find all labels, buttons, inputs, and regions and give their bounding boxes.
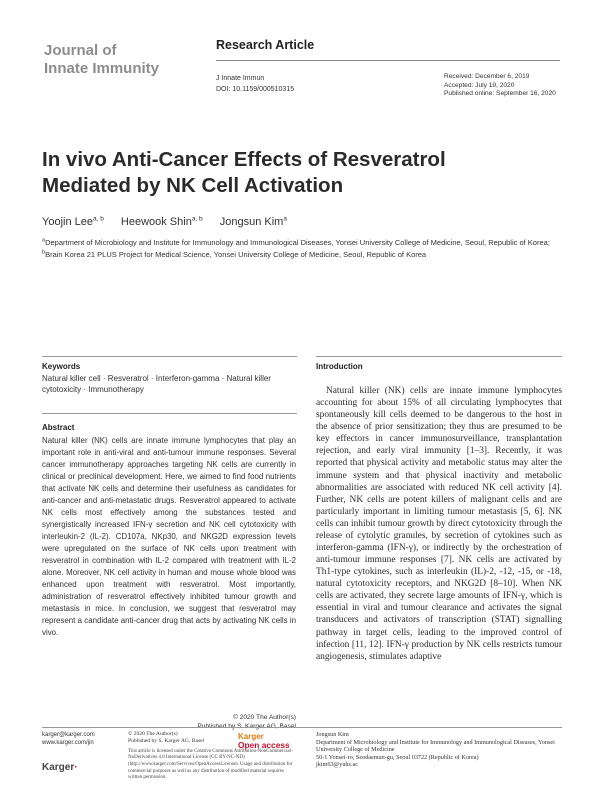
doi-link[interactable]: DOI: 10.1159/000510315 bbox=[216, 86, 295, 93]
journal-name bbox=[44, 42, 194, 78]
affiliation-b: Brain Korea 21 PLUS Project for Medical Science, Yonsei University College of Medicine, Seoul, Republic of Korea bbox=[45, 249, 427, 259]
keywords-top-rule bbox=[42, 356, 297, 357]
license-text: This article is licensed under the Creative Commons Attribution-NonCommercial-NoDerivatives 4.0 International License (CC BY-NC-ND) (http://www.karger.com/Services/OpenAccessLicense). Usage and distribution for commercial purposes as well as any distribution of modified material requires written permission. bbox=[128, 748, 293, 781]
corresponding-name: Jongsun Kim bbox=[316, 731, 349, 738]
published-date: Published online: September 16, 2020 bbox=[444, 90, 556, 97]
affiliation-mark-a: a bbox=[42, 237, 46, 244]
corresponding-email[interactable]: jkim63@yuhs.ac bbox=[316, 761, 358, 769]
open-access-label: Open access bbox=[238, 740, 290, 750]
abstract-copyright bbox=[150, 713, 296, 731]
keywords-heading: Keywords bbox=[42, 362, 81, 371]
author-name: Heewook Shin bbox=[120, 216, 192, 228]
footer-copyright: © 2020 The Author(s) bbox=[128, 731, 178, 737]
karger-logo-dot: · bbox=[74, 762, 78, 773]
footer-divider bbox=[42, 727, 562, 728]
abstract-text: Natural killer (NK) cells are innate immune lymphocytes that play an important role in anti-viral and anti-tumour immune responses. Several cancer immunotherapy approaches targeting NK cells are currently in clinical or preclinical development. Here, we aimed to find food nutrients that activate NK cells and determine their usefulness as candidates for anti-cancer and anti-metastatic drugs. Resveratrol appeared to activate NK cells most effectively among the substances tested and synergistically increased IFN-γ secretion and NK cell cytotoxicity with interleukin-2 (IL-2). CD107a, NKp30, and NKG2D expression levels were upregulated on the surface of NK cells upon treatment with resveratrol in combination with IL-2 compared with treatment with IL-2 alone. Moreover, NK cell activity in human and mouse whole blood was enhanced upon treatment with resveratrol. Most importantly, administration of resveratrol effectively inhibited tumour growth and metastasis in mice. In conclusion, we suggest that resveratrol may represent a candidate anti-cancer drug that acts by activating NK cells in vivo. bbox=[42, 436, 296, 637]
affiliation-mark-b: b bbox=[42, 249, 46, 255]
author-affiliation-mark: a, b bbox=[191, 215, 203, 223]
title-line2: Mediated by NK Cell Activation bbox=[42, 174, 344, 197]
title-line1: In vivo Anti-Cancer Effects of Resveratrol bbox=[42, 148, 446, 171]
article-type: Research Article bbox=[216, 38, 315, 52]
abstract-copyright-line: © 2020 The Author(s) bbox=[232, 714, 296, 721]
open-access-brand: Karger bbox=[238, 732, 264, 741]
journal-name-line2: Innate Immunity bbox=[44, 60, 160, 77]
publisher-email[interactable]: karger@karger.com bbox=[42, 732, 95, 738]
open-access-badge bbox=[238, 733, 290, 750]
footer-publisher: Published by S. Karger AG, Basel bbox=[128, 738, 205, 745]
author bbox=[42, 216, 104, 228]
received-date: Received: December 6, 2019 bbox=[444, 73, 530, 80]
corresponding-address: 50-1 Yonsei-ro, Seodaemun-gu, Seoul 03722 (Republic of Korea) bbox=[316, 753, 479, 761]
keywords-list: Natural killer cell · Resveratrol · Interferon-gamma · Natural killer cytotoxicity · Immunotherapy bbox=[42, 374, 271, 394]
journal-citation: J Innate Immun bbox=[216, 75, 265, 82]
karger-logo-text: Karger bbox=[42, 762, 75, 773]
abstract-heading: Abstract bbox=[42, 423, 75, 432]
author-affiliation-mark: a, b bbox=[92, 215, 104, 223]
author bbox=[121, 216, 203, 228]
author-name: Jongsun Kim bbox=[219, 216, 284, 228]
citation-block bbox=[216, 73, 294, 95]
publisher-website[interactable]: www.karger.com/jin bbox=[42, 740, 94, 746]
introduction-heading: Introduction bbox=[316, 362, 363, 371]
affiliation-a: Department of Microbiology and Institute for Immunology and Immunological Diseases, Yonsei University College of Medicine, Seoul, Republic of Korea; bbox=[45, 238, 550, 247]
introduction-top-rule bbox=[316, 356, 562, 357]
karger-logo bbox=[42, 762, 78, 773]
publication-dates bbox=[444, 73, 556, 99]
accepted-date: Accepted: July 19, 2020 bbox=[444, 81, 515, 89]
introduction-text: Natural killer (NK) cells are innate immune lymphocytes accounting for about 15% of all circulating lymphocytes that spontaneously kill cells deemed to be dangerous to the host in the absence of prior sensitization; they thus are presumed to be key effectors in cancer immunosurveillance, transplantation rejection, and early viral immunity [1–3]. Recently, it was reported that physical activity and metabolic status may alter the immune system and that physical inactivity and metabolic abnormalities are associated with reduced NK cell activity [4]. Further, NK cells are potent killers of malignant cells and are particularly important in limiting tumour metastasis [5, 6]. NK cells can inhibit tumour growth by direct cytotoxicity through the release of cytolytic granules, by secretion of cytokines such as interferon-gamma (IFN-γ), or indirectly by the orchestration of anti-tumour immune responses [7]. NK cells are activated by Th1-type cytokines, such as interleukin (IL)-2, -12, -15, or -18, natural cytotoxicity receptors, and NKG2D [8–10]. When NK cells are activated, they secrete large amounts of IFN-γ, which is essential in viral and tumour clearance and activates the signal transducers and activators of transcription (STAT) signalling pathway in target cells, leading to the improved control of infection [11, 12]. IFN-γ production by NK cells restricts tumour angiogenesis, stimulates adaptive bbox=[316, 386, 562, 662]
header-divider bbox=[216, 60, 560, 61]
journal-name-line1: Journal of bbox=[44, 42, 117, 59]
author-name: Yoojin Lee bbox=[42, 216, 93, 228]
author-list bbox=[42, 216, 301, 228]
article-title bbox=[42, 147, 562, 199]
corresponding-author bbox=[316, 731, 562, 769]
abstract-top-rule bbox=[42, 413, 297, 414]
publisher-contact bbox=[42, 731, 95, 747]
author-affiliation-mark: a bbox=[283, 215, 287, 223]
corresponding-department: Department of Microbiology and Institute for Immunology and Immunological Diseases, Yonsei University College of Medicine bbox=[316, 738, 555, 754]
author bbox=[220, 216, 287, 228]
affiliations bbox=[42, 237, 562, 260]
